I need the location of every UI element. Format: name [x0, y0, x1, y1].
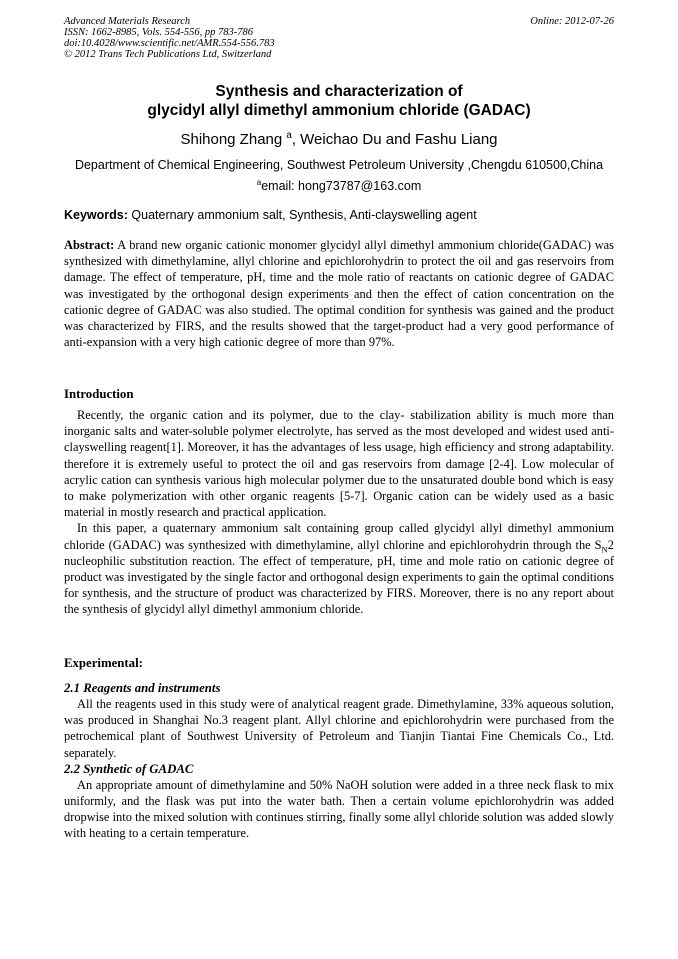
doi-line: doi:10.4028/www.scientific.net/AMR.554-556.783 [64, 38, 275, 49]
email-text: email: hong73787@163.com [261, 179, 422, 193]
title-line-2: glycidyl allyl dimethyl ammonium chloride (GADAC) [147, 102, 531, 119]
abstract-label: Abstract: [64, 238, 115, 252]
email-superscript: a [256, 177, 262, 187]
synthetic-heading: 2.2 Synthetic of GADAC [64, 761, 194, 776]
author-list [0, 131, 678, 149]
synthetic-paragraph: An appropriate amount of dimethylamine and 50% NaOH solution were added in a three neck flask to mix uniformly, and the flask was put into the water bath. Then a certain volume epichlorohydrin was added dropwise into the mixed solution with continues stirring, finally some allyl chloride solution was added slowly with heating to a certain temperature. [64, 777, 614, 841]
reagents-paragraph: All the reagents used in this study were of analytical reagent grade. Dimethylamine, 33% aqueous solution, was produced in Shanghai No.3 reagent plant. Allyl chlorine and epichlorohydrin were purchased from the petrochemical plant of Southwest University of Petroleum and Tianjin Tiantai Fine Chemicals Co., Ltd. separately. [64, 697, 614, 760]
experimental-heading: Experimental: [64, 656, 143, 670]
keywords [64, 208, 616, 223]
author-1: Shihong Zhang [180, 131, 283, 148]
subscript-n: N [601, 544, 608, 555]
issn-line: ISSN: 1662-8985, Vols. 554-556, pp 783-786 [64, 27, 253, 38]
introduction-paragraph-2-part-b: 2 nucleophilic substitution reaction. The effect of temperature, pH, time and mole ratio on cationic degree of product was investigated by the single factor and orthogonal design experiments to gain the optimal conditions for synthesis, and the structure of product was characterized by FIRS. Moreover, there is no any report about the synthesis of glycidyl allyl dimethyl ammonium chloride. [64, 537, 614, 617]
introduction-paragraph-2-part-a: In this paper, a quaternary ammonium salt containing group called glycidyl allyl dimethyl ammonium chloride (GADAC) was synthesized with dimethylamine, allyl chlorine and epichlorohydrin through the S [64, 521, 614, 552]
other-authors: , Weichao Du and Fashu Liang [291, 131, 498, 148]
introduction-heading: Introduction [64, 387, 134, 401]
affiliation: Department of Chemical Engineering, Southwest Petroleum University ,Chengdu 610500,China [74, 158, 604, 172]
reagents-heading: 2.1 Reagents and instruments [64, 681, 221, 695]
author-1-superscript: a [286, 130, 292, 141]
abstract [64, 237, 614, 350]
online-date: Online: 2012-07-26 [530, 16, 614, 27]
keywords-text: Quaternary ammonium salt, Synthesis, Anti-clayswelling agent [131, 208, 477, 222]
email-line [0, 179, 678, 194]
experimental-section [64, 655, 614, 842]
abstract-text: A brand new organic cationic monomer glycidyl allyl dimethyl ammonium chloride(GADAC) was synthesized with dimethylamine, allyl chlorine and epichlorohydrin to protect the oil and gas reservoirs from damage. The effect of temperature, pH, time and the mole ratio of reactants on cationic degree of GADAC was investigated by the orthogonal design experiments and then the effect of cation concentration on the cationic degree of GADAC was also studied. The optimal condition for synthesis was gained and the product was characterized by FIRS, and the results showed that the target-product had a very good performance of anti-expansion with a very high cationic degree of more than 97%. [64, 238, 614, 350]
introduction-section [64, 386, 614, 618]
introduction-paragraph-1: Recently, the organic cation and its polymer, due to the clay- stabilization ability is much more than inorganic salts and water-soluble polymer electrolyte, has served as the most developed and widest used anti-clayswelling reagent[1]. Moreover, it has the advantages of less usage, high efficiency and strong adaptability. therefore it is extremely useful to protect the oil and gas reservoirs from damage [2-4]. Low molecular of acrylic cation can synthesis various high molecular polymer due to the unsaturated double bond which is easy to make polymerization with other organic reagents [5-7]. Organic cation can be widely used as a basic material in mostly research and practical application. [64, 408, 614, 520]
introduction-paragraph-2 [64, 520, 614, 617]
paper-title [0, 82, 678, 120]
journal-name: Advanced Materials Research [64, 16, 191, 27]
journal-header [64, 16, 275, 60]
title-line-1: Synthesis and characterization of [215, 83, 463, 100]
keywords-label: Keywords: [64, 208, 128, 222]
copyright-line: © 2012 Trans Tech Publications Ltd, Switzerland [64, 49, 272, 60]
